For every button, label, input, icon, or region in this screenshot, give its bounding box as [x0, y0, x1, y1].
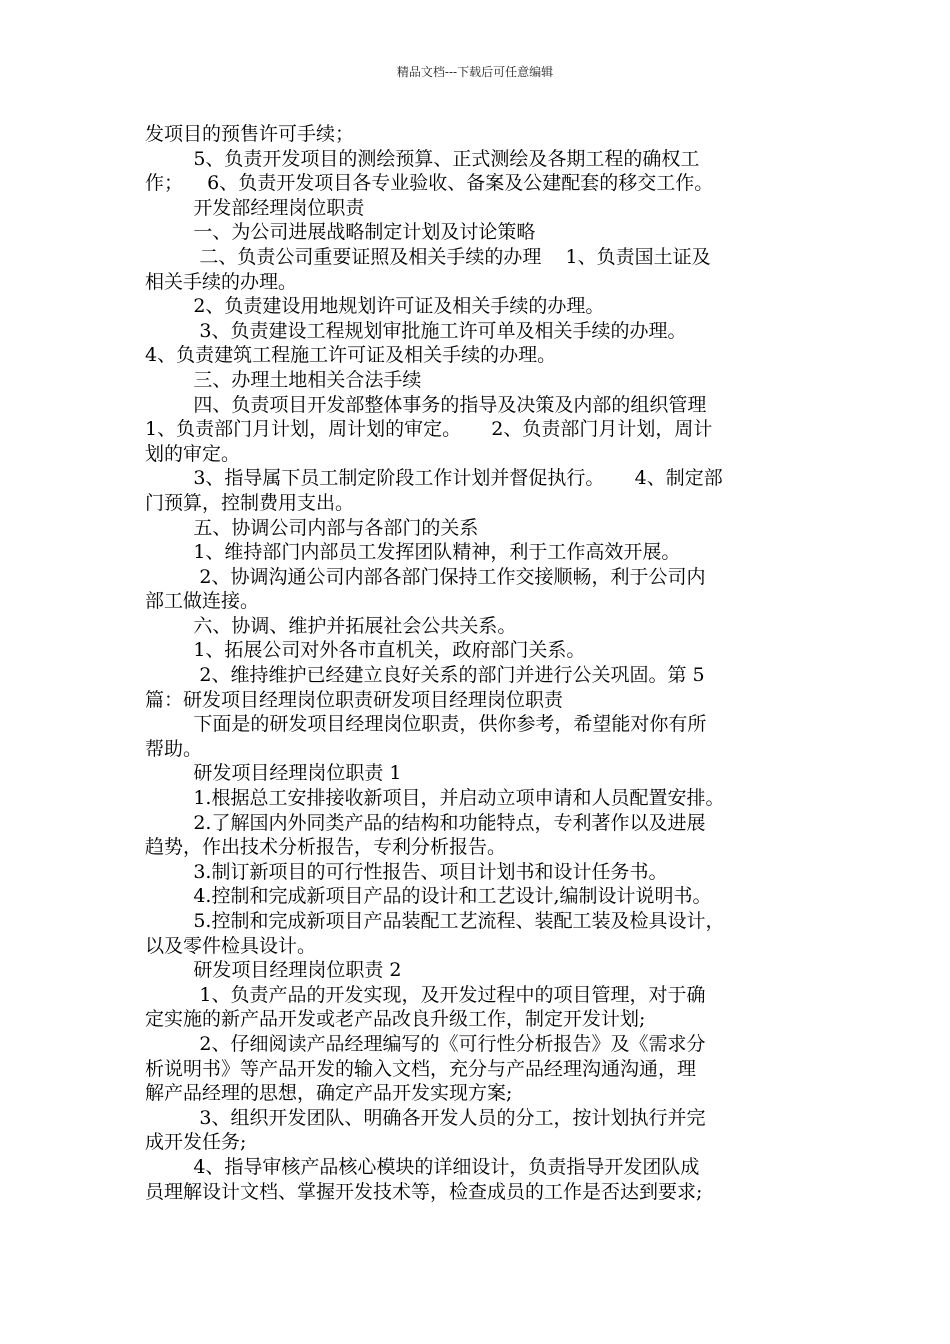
text-line: 定实施的新产品开发或老产品改良升级工作，制定开发计划; — [145, 1008, 646, 1031]
text-line: 2、仔细阅读产品经理编写的《可行性分析报告》及《需求分 — [145, 1032, 706, 1055]
text-line: 六、协调、维护并拓展社会公共关系。 — [145, 614, 517, 637]
text-line: 4、指导审核产品核心模块的详细设计，负责指导开发团队成 — [145, 1155, 700, 1178]
text-line: 1、维持部门内部员工发挥团队精神，利于工作高效开展。 — [145, 541, 681, 564]
text-line: 划的审定。 — [145, 442, 241, 465]
text-line: 1.根据总工安排接收新项目，并启动立项申请和人员配置安排。 — [145, 787, 725, 810]
text-line: 四、负责项目开发部整体事务的指导及决策及内部的组织管理 — [145, 393, 707, 416]
text-line: 3.制订新项目的可行性报告、项目计划书和设计任务书。 — [145, 860, 668, 883]
text-line: 帮助。 — [145, 737, 203, 760]
text-line: 3、负责建设工程规划审批施工许可单及相关手续的办理。 — [145, 319, 687, 342]
text-line: 5、负责开发项目的测绘预算、正式测绘及各期工程的确权工 — [145, 147, 700, 170]
text-line: 门预算，控制费用支出。 — [145, 491, 355, 514]
text-line: 5.控制和完成新项目产品装配工艺流程、装配工装及检具设计， — [145, 910, 725, 932]
text-line: 4.控制和完成新项目产品的设计和工艺设计,编制设计说明书。 — [145, 885, 712, 908]
text-line: 1、负责产品的开发实现，及开发过程中的项目管理，对于确 — [145, 983, 706, 1006]
text-line: 4、负责建筑工程施工许可证及相关手续的办理。 — [145, 344, 557, 367]
text-line: 2.了解国内外同类产品的结构和功能特点，专利著作以及进展 — [145, 811, 706, 834]
text-line: 相关手续的办理。 — [145, 270, 298, 293]
text-line: 2、负责建设用地规划许可证及相关手续的办理。 — [145, 295, 605, 318]
text-line: 一、为公司进展战略制定计划及讨论策略 — [145, 221, 536, 244]
text-line: 趋势，作出技术分析报告，专利分析报告。 — [145, 836, 507, 859]
text-line: 五、协调公司内部与各部门的关系 — [145, 516, 479, 539]
text-line: 部工做连接。 — [145, 590, 260, 613]
text-line: 3、组织开发团队、明确各开发人员的分工，按计划执行并完 — [145, 1106, 706, 1129]
text-line: 下面是的研发项目经理岗位职责，供你参考，希望能对你有所 — [145, 713, 707, 736]
text-line: 2、协调沟通公司内部各部门保持工作交接顺畅，利于公司内 — [145, 565, 706, 588]
text-line: 3、指导属下员工制定阶段工作计划并督促执行。 4、制定部 — [145, 467, 723, 490]
text-line: 篇：研发项目经理岗位职责研发项目经理岗位职责 — [145, 688, 564, 711]
text-line: 以及零件检具设计。 — [145, 934, 317, 957]
text-line: 二、负责公司重要证照及相关手续的办理 1、负责国土证及 — [145, 245, 711, 268]
text-line: 研发项目经理岗位职责 2 — [145, 959, 402, 982]
text-line: 作； 6、负责开发项目各专业验收、备案及公建配套的移交工作。 — [145, 172, 714, 195]
text-line: 研发项目经理岗位职责 1 — [145, 762, 402, 785]
text-line: 2、维持维护已经建立良好关系的部门并进行公关巩固。第 5 — [145, 664, 705, 687]
text-line: 析说明书》等产品开发的输入文档，充分与产品经理沟通沟通，理 — [145, 1057, 697, 1080]
page-header: 精品文档---下载后可任意编辑 — [396, 65, 554, 79]
text-line: 解产品经理的思想，确定产品开发实现方案; — [145, 1082, 513, 1105]
text-line: 成开发任务; — [145, 1131, 247, 1154]
text-line: 三、办理土地相关合法手续 — [145, 368, 422, 391]
document-body — [145, 122, 815, 1204]
text-line: 发项目的预售许可手续； — [145, 123, 355, 145]
text-line: 1、负责部门月计划，周计划的审定。 2、负责部门月计划，周计 — [145, 418, 713, 441]
text-line: 开发部经理岗位职责 — [145, 196, 365, 219]
text-line: 员理解设计文档、掌握开发技术等，检查成员的工作是否达到要求; — [145, 1180, 703, 1203]
text-line: 1、拓展公司对外各市直机关，政府部门关系。 — [145, 639, 586, 662]
